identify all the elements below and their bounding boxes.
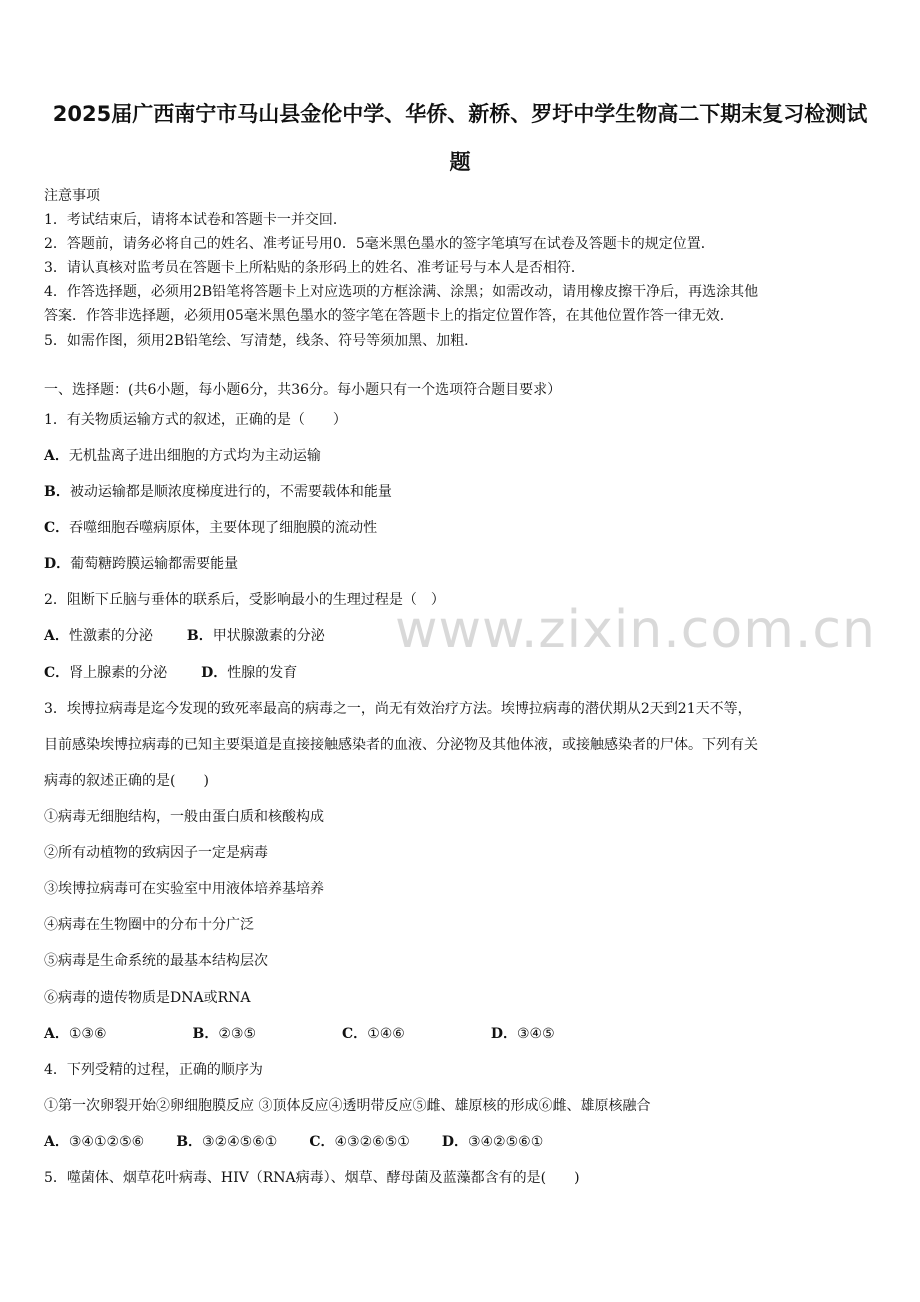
q2-options-ab [44, 626, 325, 646]
option-letter: D． [441, 1134, 468, 1150]
q3-statement: ①病毒无细胞结构，一般由蛋白质和核酸构成 [44, 809, 324, 825]
question-3-stem-line-3: 病毒的叙述正确的是( ) [44, 773, 209, 789]
option-text: ②③⑤ [218, 1026, 257, 1042]
option-text: 性激素的分泌 [68, 628, 153, 644]
q2-options-cd [44, 663, 297, 683]
q3-statement: ③埃博拉病毒可在实验室中用液体培养基培养 [44, 881, 324, 897]
option-text: 性腺的发育 [227, 665, 298, 681]
section-heading: 一、选择题：(共6小题，每小题6分，共36分。每小题只有一个选项符合题目要求） [44, 382, 562, 398]
option-text: ①④⑥ [367, 1026, 405, 1042]
q1-option-a [44, 446, 321, 466]
question-2-stem: 2．阻断下丘脑与垂体的联系后，受影响最小的生理过程是（ ） [44, 592, 445, 608]
option-letter: A． [44, 1026, 69, 1042]
option-text: 吞噬细胞吞噬病原体，主要体现了细胞膜的流动性 [69, 520, 378, 536]
option-letter: B． [44, 484, 70, 500]
notice-item: 5．如需作图，须用2B铅笔绘、写清楚，线条、符号等须加黑、加粗． [44, 333, 479, 349]
notice-item: 1．考试结束后，请将本试卷和答题卡一并交回． [44, 212, 347, 228]
q4-options [44, 1132, 543, 1152]
option-letter: B． [192, 1026, 219, 1042]
q1-option-d [44, 554, 238, 574]
option-text: 甲状腺激素的分泌 [212, 628, 325, 644]
question-3-stem-line-2: 目前感染埃博拉病毒的已知主要渠道是直接接触感染者的血液、分泌物及其他体液，或接触感染者的尸体。下列有关 [44, 737, 758, 753]
notice-heading: 注意事项 [44, 188, 100, 204]
option-letter: D． [490, 1026, 517, 1042]
option-letter: C． [44, 520, 70, 536]
option-letter: B． [186, 628, 213, 644]
option-letter: A． [44, 448, 69, 464]
watermark: www.zixin.com.cn [395, 600, 876, 660]
option-text: 无机盐离子进出细胞的方式均为主动运输 [68, 448, 321, 464]
q3-statement: ②所有动植物的致病因子一定是病毒 [44, 845, 268, 861]
question-5-stem: 5．噬菌体、烟草花叶病毒、HIV（RNA病毒）、烟草、酵母菌及蓝藻都含有的是( ) [44, 1170, 580, 1186]
q3-options [44, 1024, 555, 1044]
option-text: 被动运输都是顺浓度梯度进行的，不需要载体和能量 [69, 484, 392, 500]
option-text: ③④⑤ [516, 1026, 555, 1042]
question-4-stem: 4．下列受精的过程，正确的顺序为 [44, 1062, 263, 1078]
option-letter: B． [176, 1134, 203, 1150]
page-title-line-1: 2025届广西南宁市马山县金伦中学、华侨、新桥、罗圩中学生物高二下期末复习检测试 [52, 102, 868, 126]
option-letter: C． [342, 1026, 368, 1042]
notice-item: 答案．作答非选择题，必须用05毫米黑色墨水的签字笔在答题卡上的指定位置作答，在其他位置作答一律无效． [44, 308, 734, 324]
option-text: 葡萄糖跨膜运输都需要能量 [70, 556, 239, 572]
question-1-stem: 1．有关物质运输方式的叙述，正确的是（ ） [44, 412, 347, 428]
q3-statement: ④病毒在生物圈中的分布十分广泛 [44, 917, 254, 933]
notice-item: 2．答题前，请务必将自己的姓名、准考证号用0．5毫米黑色墨水的签字笔填写在试卷及答题卡的规定位置． [44, 236, 715, 252]
option-letter: A． [44, 628, 69, 644]
q3-statement: ⑥病毒的遗传物质是DNA或RNA [44, 990, 251, 1006]
q1-option-c [44, 518, 377, 538]
question-3-stem-line-1: 3．埃博拉病毒是迄今发现的致死率最高的病毒之一，尚无有效治疗方法。埃博拉病毒的潜伏期从2天到21天不等， [44, 701, 752, 717]
notice-item: 3．请认真核对监考员在答题卡上所粘贴的条形码上的姓名、准考证号与本人是否相符． [44, 260, 585, 276]
option-text: ④③②⑥⑤① [334, 1134, 410, 1150]
page-title-line-2: 题 [449, 150, 471, 174]
q3-statement: ⑤病毒是生命系统的最基本结构层次 [44, 953, 268, 969]
q4-steps: ①第一次卵裂开始②卵细胞膜反应 ③顶体反应④透明带反应⑤雌、雄原核的形成⑥雌、雄原核融合 [44, 1098, 651, 1114]
option-text: ③④①②⑤⑥ [68, 1134, 145, 1150]
option-letter: D． [44, 556, 71, 572]
option-letter: D． [201, 665, 228, 681]
option-letter: A． [44, 1134, 69, 1150]
option-letter: C． [44, 665, 70, 681]
q1-option-b [44, 482, 392, 502]
option-text: ①③⑥ [68, 1026, 107, 1042]
notice-item: 4．作答选择题，必须用2B铅笔将答题卡上对应选项的方框涂满、涂黑；如需改动，请用橡皮擦干净后，再选涂其他 [44, 284, 759, 300]
option-text: ③②④⑤⑥① [202, 1134, 278, 1150]
option-text: 肾上腺素的分泌 [69, 665, 168, 681]
option-text: ③④②⑤⑥① [467, 1134, 544, 1150]
option-letter: C． [309, 1134, 335, 1150]
